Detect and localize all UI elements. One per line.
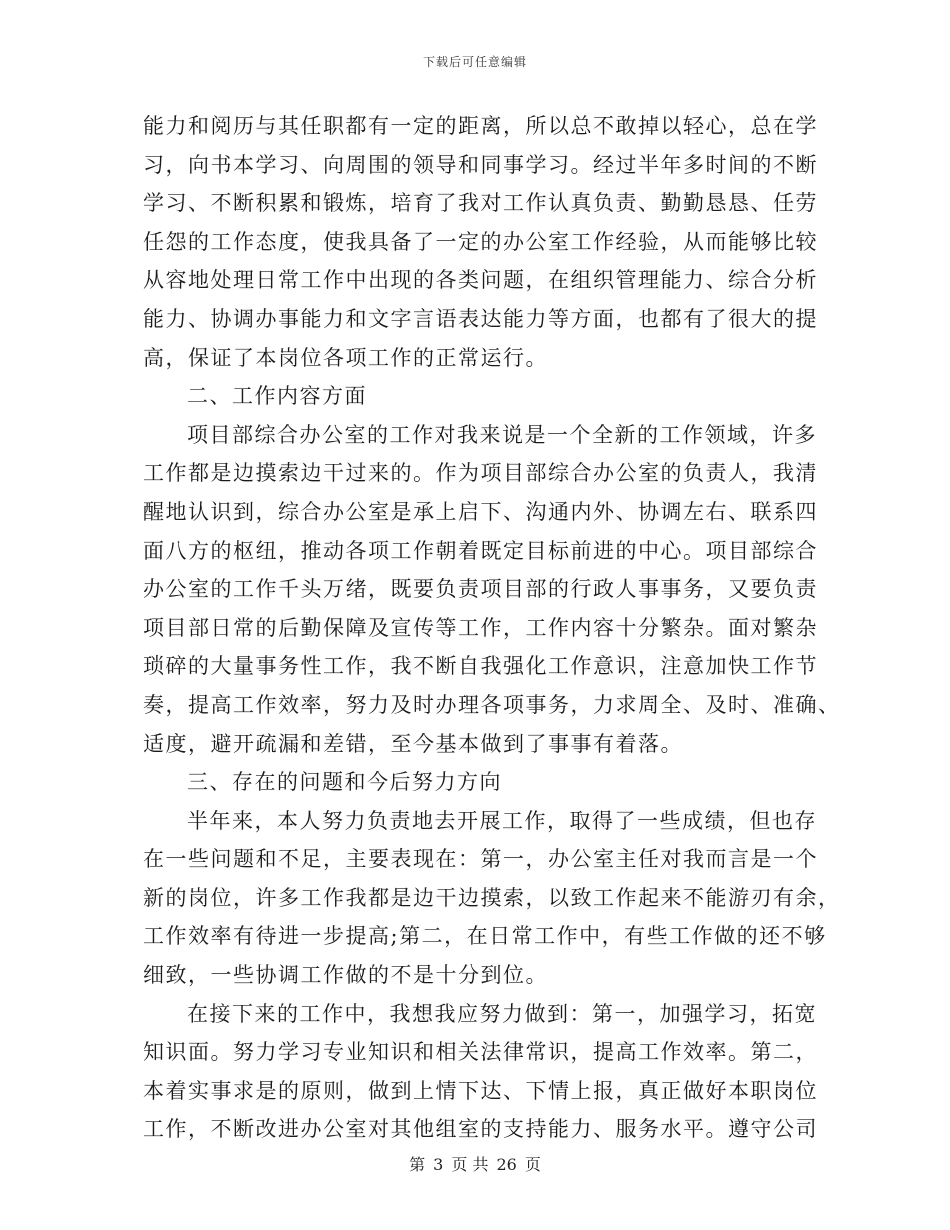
text-line: 知识面。努力学习专业知识和相关法律常识，提高工作效率。第二， xyxy=(143,1040,818,1065)
text-line: 面八方的枢纽，推动各项工作朝着既定目标前进的中心。项目部综合 xyxy=(143,538,818,563)
footer-middle: 页 共 xyxy=(451,1155,489,1174)
footer-suffix: 页 xyxy=(524,1155,541,1174)
text-line: 任怨的工作态度，使我具备了一定的办公室工作经验，从而能够比较 xyxy=(143,229,818,254)
text-line: 高，保证了本岗位各项工作的正常运行。 xyxy=(143,345,548,370)
document-body xyxy=(143,107,841,1149)
page-header: 下载后可任意编辑 xyxy=(422,55,527,69)
text-line: 能力和阅历与其任职都有一定的距离，所以总不敢掉以轻心，总在学 xyxy=(143,114,818,138)
text-line: 项目部日常的后勤保障及宣传等工作，工作内容十分繁杂。面对繁杂 xyxy=(143,615,818,640)
text-line: 本着实事求是的原则，做到上情下达、下情上报，真正做好本职岗位 xyxy=(143,1078,818,1103)
text-line: 工作效率有待进一步提高;第二，在日常工作中，有些工作做的还不够 xyxy=(143,924,827,949)
text-line: 细致，一些协调工作做的不是十分到位。 xyxy=(143,963,548,988)
total-page-count: 26 xyxy=(496,1155,517,1174)
text-line: 习，向书本学习、向周围的领导和同事学习。经过半年多时间的不断 xyxy=(143,152,818,177)
text-line: 琐碎的大量事务性工作，我不断自我强化工作意识，注意加快工作节 xyxy=(143,654,818,679)
text-line: 新的岗位，许多工作我都是边干边摸索，以致工作起来不能游刃有余， xyxy=(143,885,841,910)
current-page-number: 3 xyxy=(433,1155,444,1174)
text-line: 项目部综合办公室的工作对我来说是一个全新的工作领域，许多 xyxy=(187,422,817,447)
text-line: 适度，避开疏漏和差错，至今基本做到了事事有着落。 xyxy=(143,731,683,756)
text-line: 从容地处理日常工作中出现的各类问题，在组织管理能力、综合分析 xyxy=(143,268,818,293)
text-line: 办公室的工作千头万绪，既要负责项目部的行政人事事务，又要负责 xyxy=(143,577,818,602)
section-heading: 三、存在的问题和今后努力方向 xyxy=(187,770,502,795)
text-line: 在接下来的工作中，我想我应努力做到：第一，加强学习，拓宽 xyxy=(187,1001,817,1026)
text-line: 奏，提高工作效率，努力及时办理各项事务，力求周全、及时、准确、 xyxy=(143,692,841,717)
text-line: 在一些问题和不足，主要表现在：第一，办公室主任对我而言是一个 xyxy=(143,847,818,872)
text-line: 能力、协调办事能力和文字言语表达能力等方面，也都有了很大的提 xyxy=(143,306,818,331)
footer-prefix: 第 xyxy=(409,1155,426,1174)
page-footer xyxy=(0,1152,950,1175)
text-line: 工作，不断改进办公室对其他组室的支持能力、服务水平。遵守公司 xyxy=(143,1117,818,1142)
text-line: 学习、不断积累和锻炼，培育了我对工作认真负责、勤勤恳恳、任劳 xyxy=(143,191,818,216)
text-line: 工作都是边摸索边干过来的。作为项目部综合办公室的负责人，我清 xyxy=(143,461,818,486)
text-line: 半年来，本人努力负责地去开展工作，取得了一些成绩，但也存 xyxy=(187,808,817,833)
text-line: 醒地认识到，综合办公室是承上启下、沟通内外、协调左右、联系四 xyxy=(143,499,818,524)
section-heading: 二、工作内容方面 xyxy=(187,384,367,409)
